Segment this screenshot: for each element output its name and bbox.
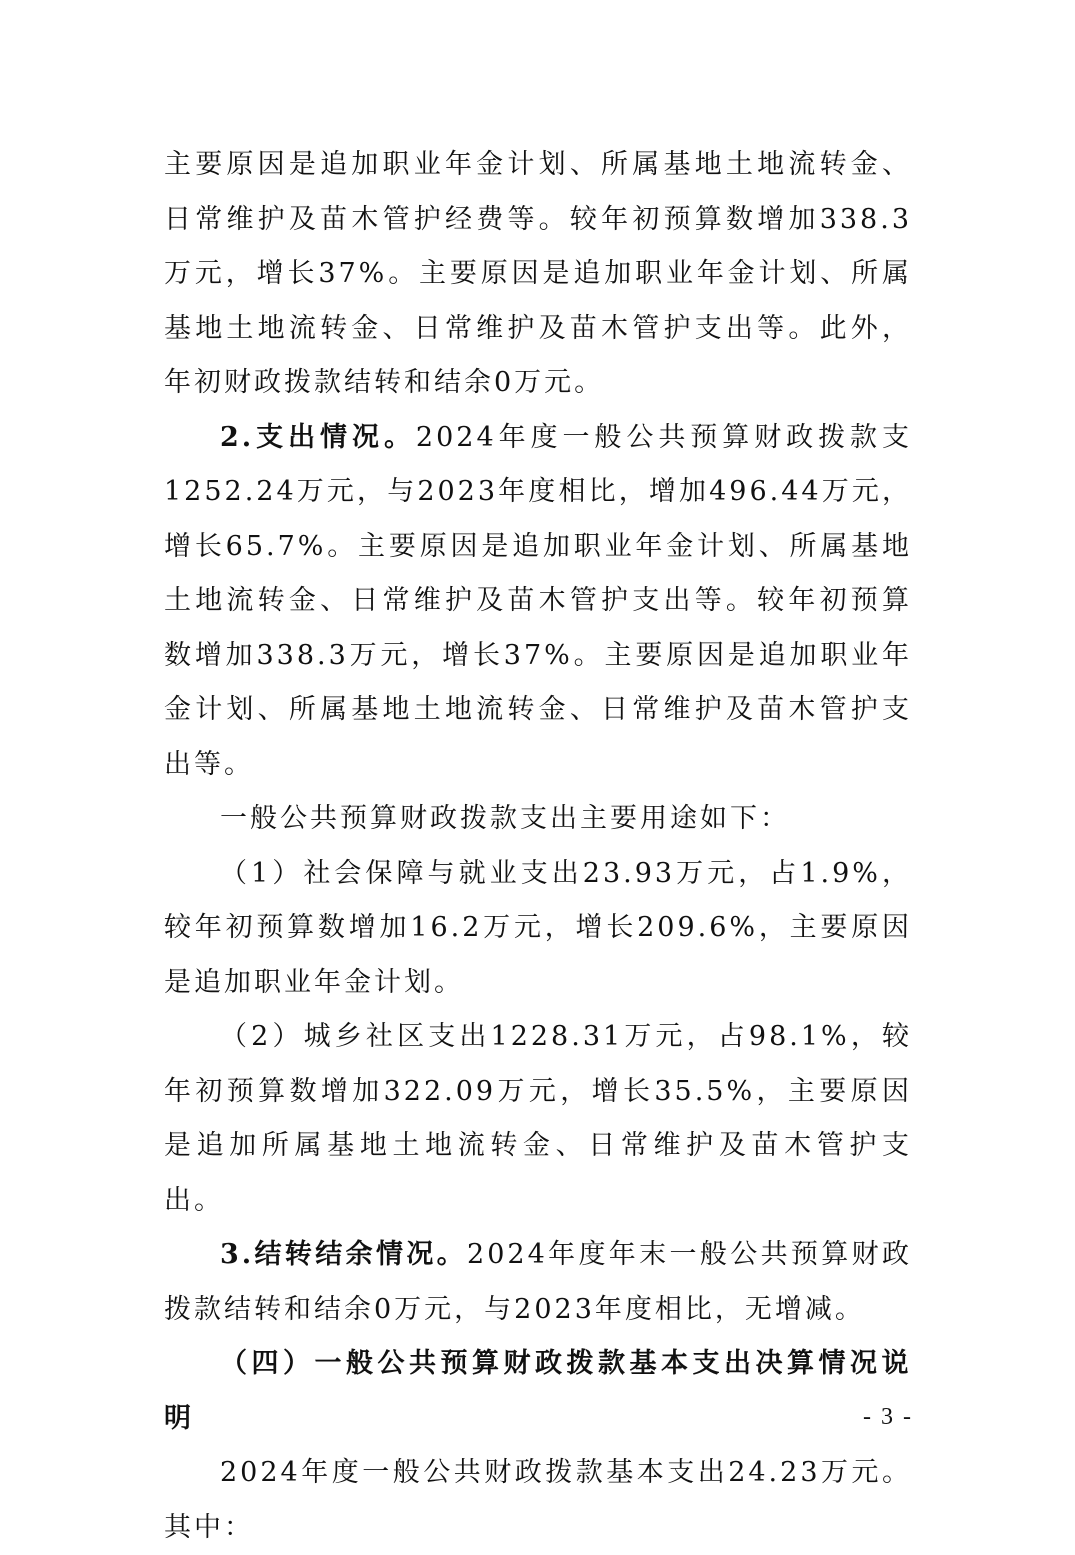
paragraph-budget-reason: 主要原因是追加职业年金计划、所属基地土地流转金、日常维护及苗木管护经费等。较年初预算数增加338.3万元，增长37%。主要原因是追加职业年金计划、所属基地土地流转金、日常维护及苗木管护支出等。此外，年初财政拨款结转和结余0万元。 <box>164 149 912 398</box>
paragraph-carryover <box>164 1228 912 1337</box>
paragraph-urban-rural: （2）城乡社区支出1228.31万元，占98.1%，较年初预算数增加322.09万元，增长35.5%，主要原因是追加所属基地土地流转金、日常维护及苗木管护支出。 <box>164 1021 912 1216</box>
section-label-carryover: 3.结转结余情况。 <box>220 1239 468 1270</box>
page-number: - 3 - <box>863 1404 913 1430</box>
paragraph-social-security: （1）社会保障与就业支出23.93万元，占1.9%，较年初预算数增加16.2万元，增长209.6%，主要原因是追加职业年金计划。 <box>164 857 912 998</box>
paragraph-basic-expenditure: 2024年度一般公共财政拨款基本支出24.23万元。其中： <box>164 1457 912 1543</box>
paragraph-main-uses: 一般公共预算财政拨款支出主要用途如下： <box>220 803 790 834</box>
carryover-text: 2024年度年末一般公共预算财政拨款结转和结余0万元，与2023年度相比，无增减。 <box>164 1239 912 1325</box>
paragraph-expenditure <box>164 411 912 793</box>
expenditure-text: 2024年度一般公共预算财政拨款支1252.24万元，与2023年度相比，增加496.44万元，增长65.7%。主要原因是追加职业年金计划、所属基地土地流转金、日常维护及苗木管护支出等。较年初预算数增加338.3万元，增长37%。主要原因是追加职业年金计划、所属基地土地流转金、日常维护及苗木管护支出等。 <box>164 421 912 780</box>
section-label-expenditure: 2.支出情况。 <box>220 421 416 453</box>
section-heading-basic-expenditure: （四）一般公共预算财政拨款基本支出决算情况说明 <box>164 1348 912 1434</box>
document-body <box>164 138 912 1555</box>
